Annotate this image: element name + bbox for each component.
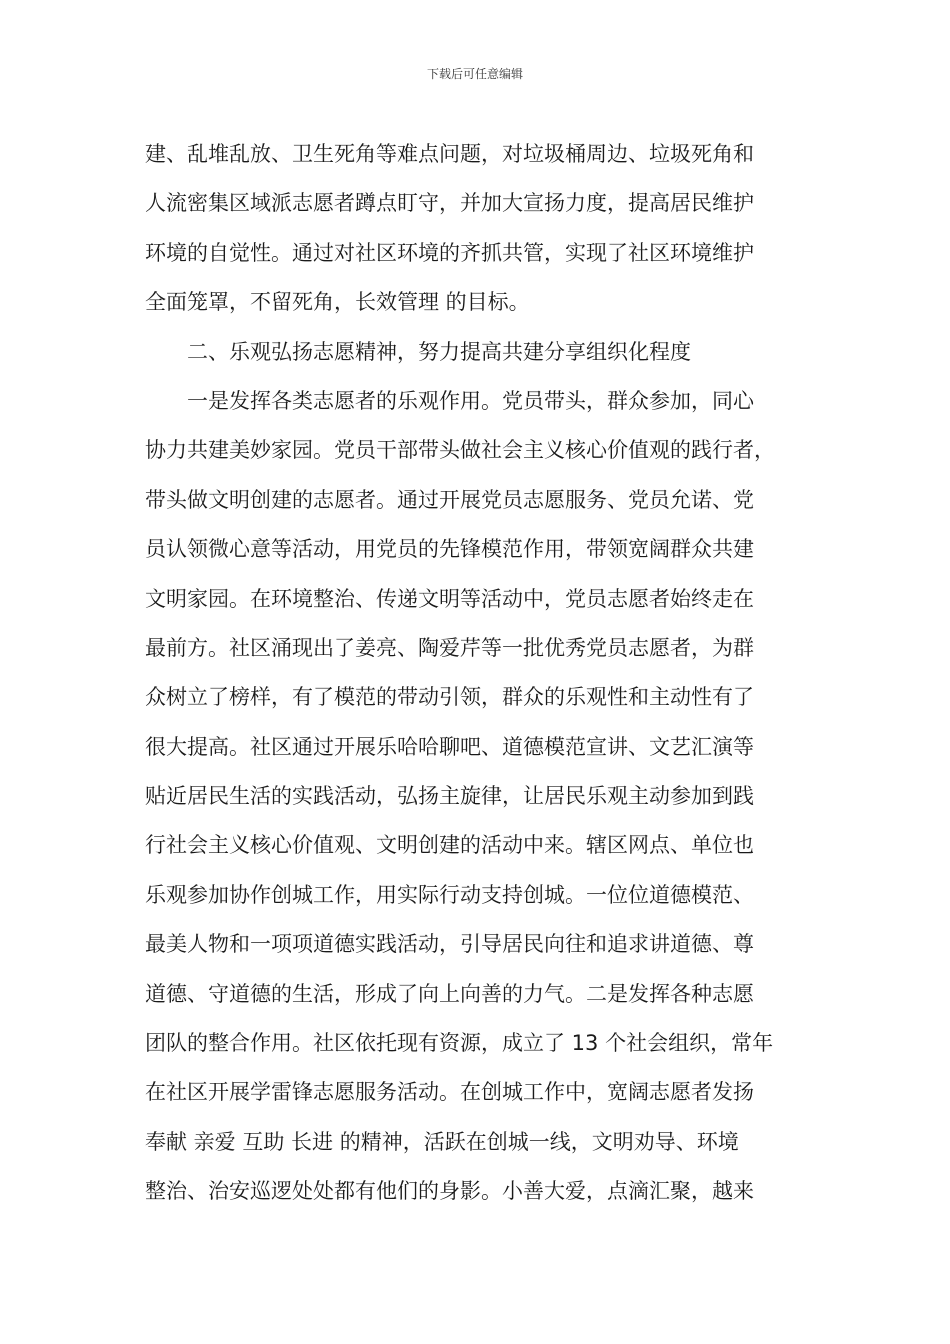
text-line: 道德、守道德的生活，形成了向上向善的力气。二是发挥各种志愿: [145, 981, 754, 1006]
text-line: 全面笼罩，不留死角，长效管理 的目标。: [145, 290, 530, 315]
text-line: 奉献 亲爱 互助 长进 的精神，活跃在创城一线，文明劝导、环境: [145, 1129, 739, 1154]
text-line: 协力共建美妙家园。党员干部带头做社会主义核心价值观的践行者，: [145, 438, 775, 463]
text-line: 最前方。社区涌现出了姜亮、陶爱芹等一批优秀党员志愿者，为群: [145, 635, 754, 660]
text-line: 众树立了榜样，有了模范的带动引领，群众的乐观性和主动性有了: [145, 685, 754, 710]
text-line: 最美人物和一项项道德实践活动，引导居民向往和追求讲道德、尊: [145, 932, 754, 957]
text-line: 文明家园。在环境整治、传递文明等活动中，党员志愿者始终走在: [145, 586, 754, 611]
text-line: 一是发挥各类志愿者的乐观作用。党员带头，群众参加，同心: [187, 388, 754, 413]
document-body: [145, 130, 815, 1217]
text-line: 乐观参加协作创城工作，用实际行动支持创城。一位位道德模范、: [145, 882, 754, 907]
text-line: 整治、治安巡逻处处都有他们的身影。小善大爱，点滴汇聚，越来: [145, 1179, 754, 1204]
text-line: 贴近居民生活的实践活动，弘扬主旋律，让居民乐观主动参加到践: [145, 784, 754, 809]
text-line: 人流密集区域派志愿者蹲点盯守，并加大宣扬力度，提高居民维护: [145, 191, 754, 216]
section-heading: 二、乐观弘扬志愿精神，努力提高共建分享组织化程度: [187, 339, 691, 364]
text-line: 带头做文明创建的志愿者。通过开展党员志愿服务、党员允诺、党: [145, 487, 754, 512]
page-header: 下载后可任意编辑: [426, 67, 523, 81]
text-line: 行社会主义核心价值观、文明创建的活动中来。辖区网点、单位也: [145, 833, 754, 858]
text-line: 环境的自觉性。通过对社区环境的齐抓共管，实现了社区环境维护: [145, 240, 754, 265]
text-line: 员认领微心意等活动，用党员的先锋模范作用，带领宽阔群众共建: [145, 537, 754, 562]
text-line: 建、乱堆乱放、卫生死角等难点问题，对垃圾桶周边、垃圾死角和: [145, 142, 754, 166]
text-line: 在社区开展学雷锋志愿服务活动。在创城工作中，宽阔志愿者发扬: [145, 1080, 754, 1105]
text-line: 团队的整合作用。社区依托现有资源，成立了 13 个社会组织，常年: [145, 1031, 774, 1056]
text-line: 很大提高。社区通过开展乐哈哈聊吧、道德模范宣讲、文艺汇演等: [145, 734, 754, 759]
